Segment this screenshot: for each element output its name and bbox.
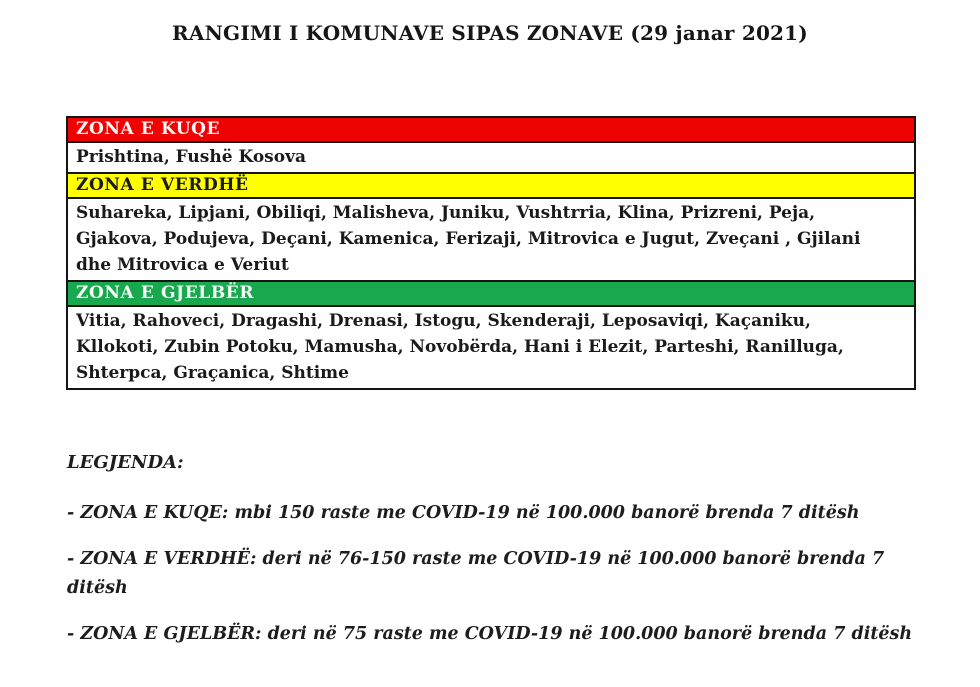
- yellow-zone-municipalities-line-3: dhe Mitrovica e Veriut: [76, 255, 289, 275]
- red-zone-header-row: [68, 118, 914, 143]
- yellow-zone-header-row: [68, 174, 914, 199]
- legend-red-zone-text: - ZONA E KUQE: mbi 150 raste me COVID-19 në 100.000 banorë brenda 7 ditësh: [67, 503, 860, 523]
- green-zone-municipalities-row: [68, 307, 914, 388]
- zones-table: [66, 116, 916, 390]
- green-zone-municipalities-line-3: Shterpca, Graçanica, Shtime: [76, 363, 349, 383]
- green-zone-header-row: [68, 282, 914, 307]
- yellow-zone-municipalities-row: [68, 199, 914, 282]
- legend-yellow-zone-text-line-1: - ZONA E VERDHË: deri në 76-150 raste me COVID-19 në 100.000 banorë brenda 7: [67, 549, 885, 569]
- green-zone-header-label: ZONA E GJELBËR: [76, 283, 255, 303]
- red-zone-header-label: ZONA E KUQE: [76, 119, 221, 139]
- legend-green-zone-text: - ZONA E GJELBËR: deri në 75 raste me COVID-19 në 100.000 banorë brenda 7 ditësh: [67, 624, 913, 644]
- legend-heading: LEGJENDA:: [67, 452, 184, 473]
- red-zone-municipalities-row: [68, 143, 914, 174]
- legend-section: [67, 448, 913, 666]
- red-zone-municipalities-line-1: Prishtina, Fushë Kosova: [76, 147, 306, 167]
- page-title: RANGIMI I KOMUNAVE SIPAS ZONAVE (29 janar 2021): [172, 21, 808, 45]
- legend-item-green-zone: [67, 620, 913, 649]
- green-zone-municipalities-line-2: Kllokoti, Zubin Potoku, Mamusha, Novobërda, Hani i Elezit, Parteshi, Ranilluga,: [76, 337, 844, 357]
- legend-yellow-zone-text-line-2: ditësh: [67, 578, 128, 598]
- yellow-zone-municipalities-line-2: Gjakova, Podujeva, Deçani, Kamenica, Ferizaji, Mitrovica e Jugut, Zveçani , Gjilani: [76, 229, 861, 249]
- legend-item-yellow-zone: [67, 545, 913, 603]
- yellow-zone-municipalities-line-1: Suhareka, Lipjani, Obiliqi, Malisheva, Juniku, Vushtrria, Klina, Prizreni, Peja,: [76, 203, 816, 223]
- legend-item-red-zone: [67, 499, 913, 528]
- yellow-zone-header-label: ZONA E VERDHË: [76, 175, 249, 195]
- green-zone-municipalities-line-1: Vitia, Rahoveci, Dragashi, Drenasi, Istogu, Skenderaji, Leposaviqi, Kaçaniku,: [76, 311, 811, 331]
